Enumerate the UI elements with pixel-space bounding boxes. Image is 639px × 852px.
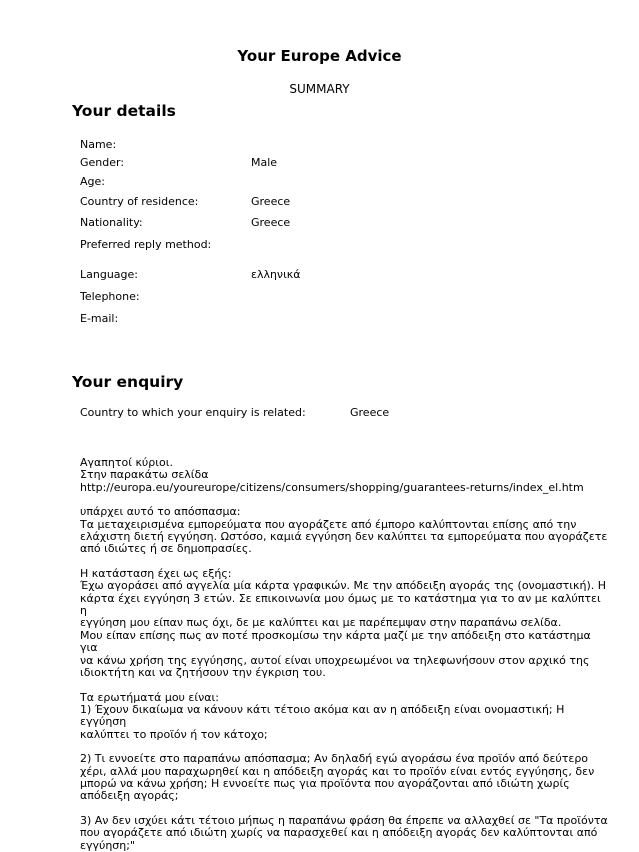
enquiry-paragraph: 2) Τι εννοείτε στο παραπάνω απόσπασμα; Αν δηλαδή εγώ αγοράσω ένα προϊόν από δεύτερο χέρι, αλλά μου παραχωρηθεί και η απόδειξη αγοράς και το προϊόν είναι εντός εγγύησης, δεν μπορώ να κάνω χρήση; Η εννοείτε πως για προϊόντα που αγοράζονται από ιδιώτη χωρίς απόδειξη αγοράς;: [80, 752, 595, 803]
detail-label: Name:: [80, 138, 117, 151]
detail-label: Age:: [80, 175, 105, 188]
detail-value: Male: [251, 156, 278, 169]
detail-row-language: [80, 268, 301, 282]
enquiry-body: [80, 457, 610, 852]
document-title: Your Europe Advice: [237, 47, 402, 65]
enquiry-paragraph: Αγαπητοί κύριοι. Στην παρακάτω σελίδα http://europa.eu/youreurope/citizens/consumers/shopping/guarantees-returns/index_el.htm: [80, 456, 584, 494]
detail-row-nationality: [80, 216, 290, 230]
detail-value: Greece: [251, 216, 291, 229]
detail-row-telephone: [80, 290, 251, 304]
detail-row-gender: [80, 156, 277, 170]
detail-label: Preferred reply method:: [80, 238, 212, 251]
detail-label: Country of residence:: [80, 195, 199, 208]
enquiry-country-label: Country to which your enquiry is related:: [80, 406, 306, 419]
detail-label: Nationality:: [80, 216, 143, 229]
enquiry-paragraph: Τα ερωτήματά μου είναι: 1) Έχουν δικαίωμα να κάνουν κάτι τέτοιο ακόμα και αν η απόδειξη είναι ονομαστική; Η εγγύηση καλύπτει το προϊόν ή τον κάτοχο;: [80, 690, 565, 741]
enquiry-paragraph: υπάρχει αυτό το απόσπασμα: Τα μεταχειρισμένα εμπορεύματα που αγοράζετε από έμπορο καλύπτονται επίσης από την ελάχιστη διετή εγγύηση. Ωστόσο, καμιά εγγύηση δεν καλύπτει τα εμπορεύματα που αγοράζετε από ιδιώτες ή σε δημοπρασίες.: [80, 505, 608, 556]
detail-row-email: [80, 312, 251, 326]
document-subtitle: SUMMARY: [289, 82, 350, 96]
details-heading: Your details: [72, 102, 176, 120]
detail-row-name: [80, 138, 251, 152]
detail-label: Telephone:: [80, 290, 140, 303]
detail-row-country-of-residence: [80, 195, 290, 209]
detail-value: Greece: [251, 195, 291, 208]
detail-label: Gender:: [80, 156, 125, 169]
enquiry-country-value: Greece: [350, 406, 390, 419]
detail-label: Language:: [80, 268, 138, 281]
enquiry-paragraph: Η κατάσταση έχει ως εξής: Έχω αγοράσει από αγγελία μία κάρτα γραφικών. Με την απόδειξη αγοράς της (ονομαστική). Η κάρτα έχει εγγύηση 3 ετών. Σε επικοινωνία μου όμως με το κατάστημα για το αν με καλύπτει η εγγύηση μου είπαν πως όχι, δε με καλύπτει και με παρέπεμψαν στην παραπάνω σελίδα. Μου είπαν επίσης πως αν ποτέ προσκομίσω την κάρτα μαζί με την απόδειξη στο κατάστημα για να κάνω χρήση της εγγύησης, αυτοί είναι υποχρεωμένοι να τηλεφωνήσουν στον αρχικό της ιδιοκτήτη και να ζητήσουν την έγκριση του.: [80, 566, 607, 680]
detail-row-age: [80, 175, 251, 189]
enquiry-paragraph: 3) Αν δεν ισχύει κάτι τέτοιο μήπως η παραπάνω φράση θα έπρεπε να αλλαχθεί σε "Τα προϊόντα που αγοράζετε από ιδιώτη χωρίς να παρασχεθεί και η απόδειξη αγοράς δεν καλύπτονται από εγγύηση;": [80, 813, 608, 852]
detail-value: ελληνικά: [251, 268, 301, 281]
detail-row-preferred-reply-method: [80, 238, 251, 252]
enquiry-country-row: [80, 406, 389, 420]
enquiry-heading: Your enquiry: [72, 373, 184, 391]
detail-label: E-mail:: [80, 312, 119, 325]
